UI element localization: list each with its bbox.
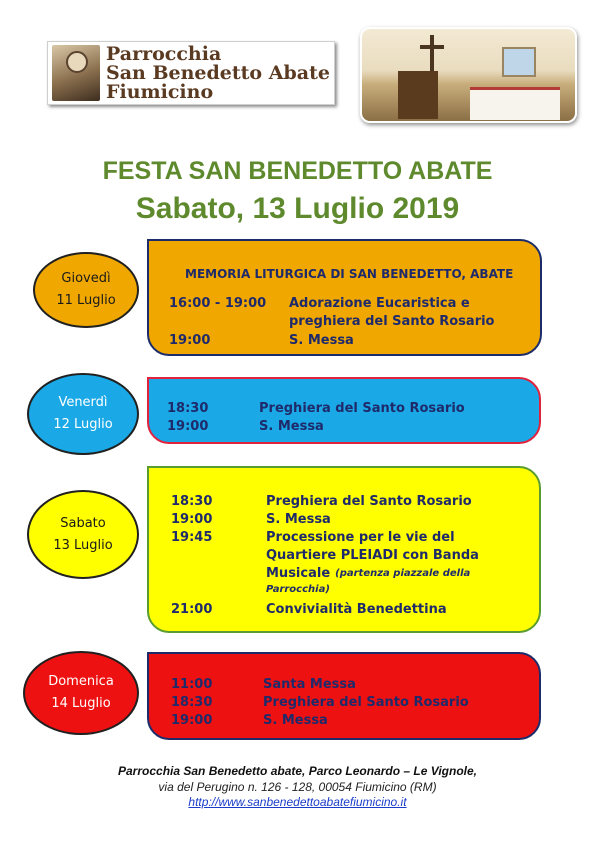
event-row [169, 332, 354, 350]
event-desc: Preghiera del Santo Rosario [266, 494, 472, 509]
event-time: 19:00 [167, 419, 209, 434]
event-row [171, 694, 469, 712]
event-desc: Processione per le vie del [266, 530, 455, 545]
event-row [171, 493, 472, 511]
event-time: 19:45 [171, 530, 213, 545]
event-row [171, 676, 356, 694]
parish-logo [47, 41, 335, 105]
event-row [171, 511, 331, 529]
event-desc: S. Messa [263, 713, 328, 728]
event-time: 18:30 [171, 695, 213, 710]
event-desc: Preghiera del Santo Rosario [259, 401, 465, 416]
day-date: 11 Luglio [56, 293, 116, 308]
day-name: Venerdì [58, 395, 108, 410]
schedule-box-friday [147, 377, 541, 444]
event-time: 18:30 [171, 494, 213, 509]
event-note: (partenza piazzale della [335, 568, 471, 579]
event-desc: S. Messa [259, 419, 324, 434]
event-row [167, 418, 324, 436]
schedule-box-thursday [147, 239, 542, 356]
logo-text [106, 42, 330, 103]
schedule-box-saturday [147, 466, 541, 633]
day-name: Domenica [48, 674, 114, 689]
day-bubble-saturday [27, 490, 139, 579]
event-desc-line [266, 565, 470, 583]
event-time: 19:00 [171, 713, 213, 728]
day-bubble-sunday [23, 651, 139, 735]
event-time: 21:00 [171, 602, 213, 617]
footer-address-2: via del Perugino n. 126 - 128, 00054 Fiumicino (RM) [158, 780, 437, 794]
event-row [167, 400, 465, 418]
event-desc: Preghiera del Santo Rosario [263, 695, 469, 710]
event-desc-line: Quartiere PLEIADI con Banda [266, 548, 479, 563]
logo-line-2: San Benedetto Abate [106, 61, 330, 84]
liturgy-heading: MEMORIA LITURGICA DI SAN BENEDETTO, ABATE [185, 267, 514, 281]
website-link[interactable]: http://www.sanbenedettoabatefiumicino.it [188, 795, 407, 809]
church-interior-photo [360, 27, 577, 123]
event-note-line: Parrocchia) [266, 584, 330, 595]
footer-address-1: Parrocchia San Benedetto abate, Parco Leonardo – Le Vignole, [118, 764, 477, 778]
schedule-box-sunday [147, 652, 541, 740]
event-row [171, 529, 455, 547]
logo-line-1: Parrocchia [106, 42, 222, 65]
event-row [169, 295, 470, 313]
day-name: Giovedì [61, 271, 111, 286]
event-desc-word: Musicale [266, 566, 331, 581]
event-time: 16:00 - 19:00 [169, 296, 267, 311]
day-date: 14 Luglio [51, 696, 111, 711]
event-desc: Convivialità Benedettina [266, 602, 447, 617]
event-time: 18:30 [167, 401, 209, 416]
page-title: FESTA SAN BENEDETTO ABATE [102, 157, 493, 185]
day-date: 12 Luglio [53, 417, 113, 432]
day-name: Sabato [60, 515, 106, 531]
page-subtitle: Sabato, 13 Luglio 2019 [135, 192, 460, 225]
event-time: 11:00 [171, 677, 213, 692]
event-time: 19:00 [169, 333, 211, 348]
saint-icon [52, 45, 100, 101]
event-desc: Adorazione Eucaristica e [289, 296, 470, 311]
event-row [171, 712, 328, 730]
day-date: 13 Luglio [53, 537, 113, 553]
day-bubble-friday [27, 373, 139, 455]
event-desc: Santa Messa [263, 677, 356, 692]
event-desc: S. Messa [289, 333, 354, 348]
logo-line-3: Fiumicino [106, 80, 214, 103]
day-bubble-thursday [33, 252, 139, 328]
event-desc-line: preghiera del Santo Rosario [289, 314, 495, 329]
event-time: 19:00 [171, 512, 213, 527]
event-desc: S. Messa [266, 512, 331, 527]
event-row [171, 601, 447, 619]
